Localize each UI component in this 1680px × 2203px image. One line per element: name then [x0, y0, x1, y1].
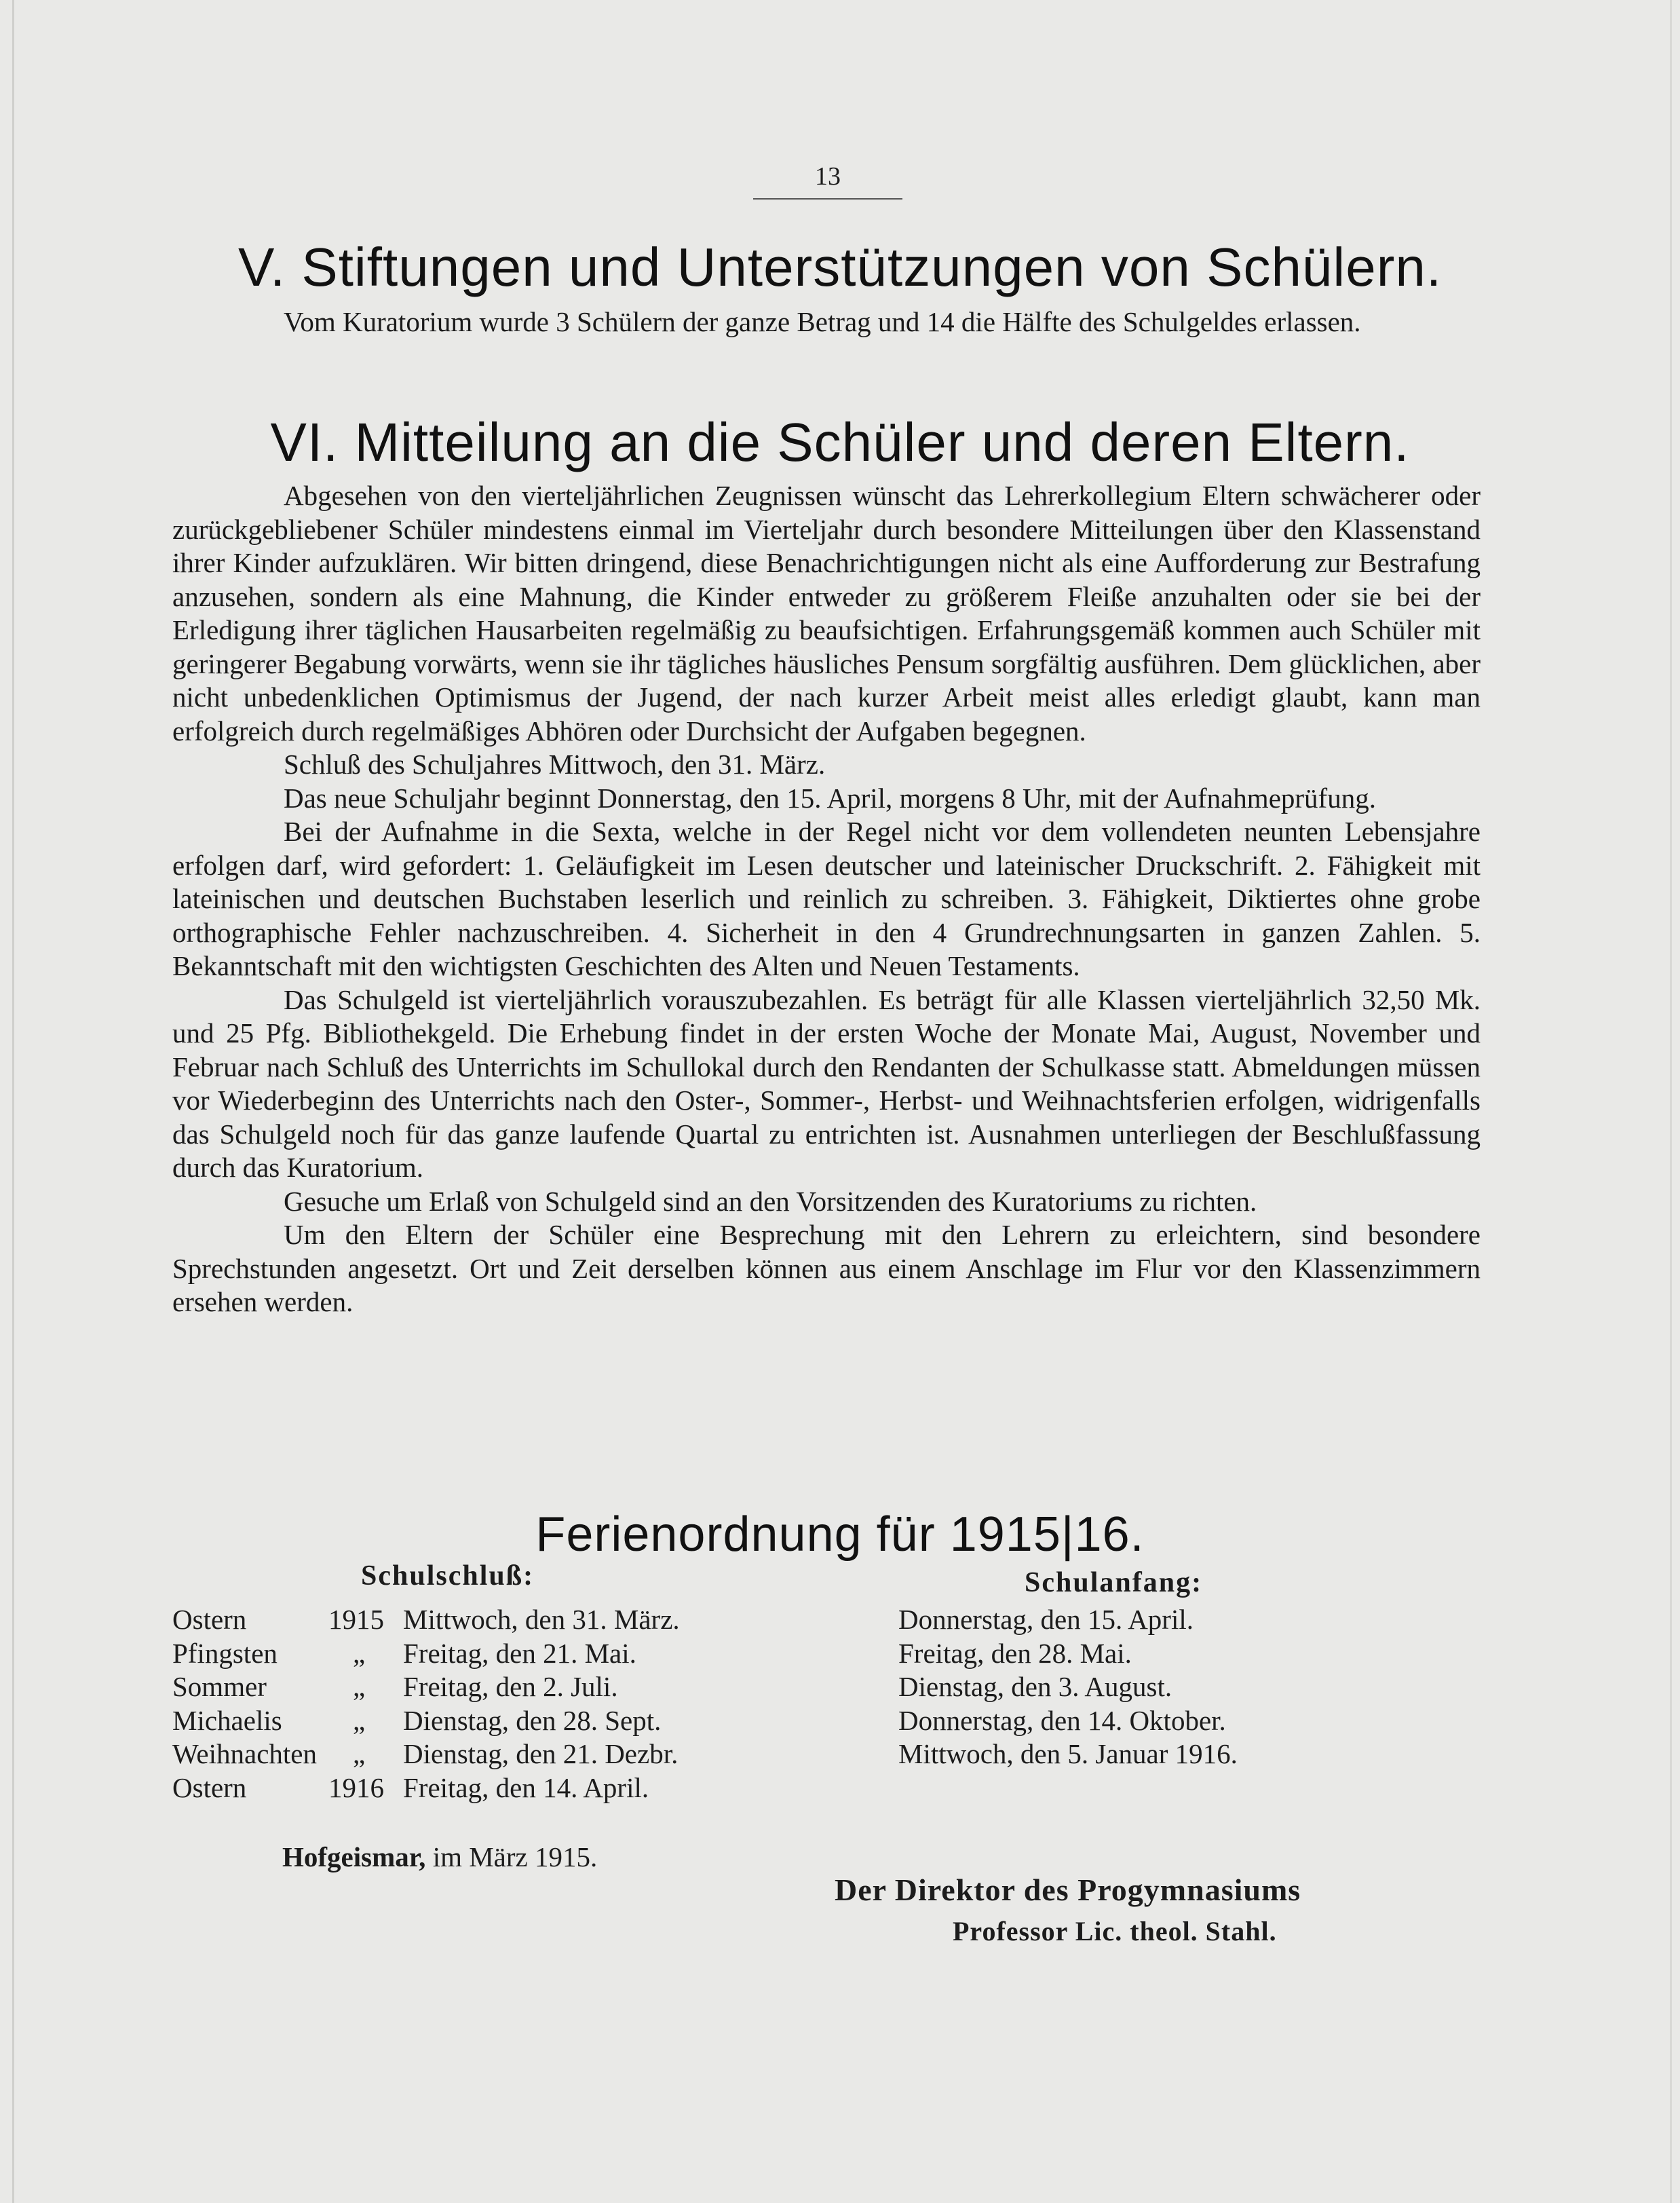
date: im März 1915. — [432, 1841, 598, 1872]
list-item: Freitag, den 28. Mai. — [898, 1637, 1132, 1669]
schulanfang-label: Schulanfang: — [1025, 1567, 1203, 1598]
table-row — [172, 1771, 680, 1805]
year-cell: „ — [353, 1738, 366, 1769]
list-item: Donnerstag, den 14. Oktober. — [898, 1704, 1226, 1736]
signature-name: Professor Lic. theol. Stahl. — [953, 1916, 1277, 1946]
season-cell: Sommer — [172, 1671, 267, 1702]
table-row — [172, 1704, 680, 1738]
paragraph: Das neue Schuljahr beginnt Donnerstag, den 15. April, morgens 8 Uhr, mit der Aufnahmeprüfung. — [284, 782, 1376, 814]
paragraph: Das Schulgeld ist vierteljährlich vorauszubezahlen. Es beträgt für alle Klassen vierteljährlich 32,50 Mk. und 25 Pfg. Bibliothekgeld. Die Erhebung findet in der ersten Woche der Monate Mai, August, November und Februar nach Schluß des Unterrichts im Schullokal durch den Rendanten der Schulkasse statt. Abmeldungen müssen vor Wiederbeginn des Unterrichts nach den Oster-, Sommer-, Herbst- und Weihnachtsferien erfolgen, widrigenfalls das Schulgeld noch für das ganze laufende Quartal zu entrichten ist. Ausnahmen unterliegen der Beschlußfassung durch das Kuratorium. — [172, 983, 1481, 1183]
date-cell: Freitag, den 14. April. — [403, 1771, 649, 1803]
season-cell: Weihnachten — [172, 1738, 317, 1769]
paragraph: Bei der Aufnahme in die Sexta, welche in der Regel nicht vor dem vollendeten neunten Lebensjahre erfolgen darf, wird gefordert: 1. Geläufigkeit im Lesen deutscher und lateinischer Druckschrift. 2. Fähigkeit mit lateinischen und deutschen Buchstaben leserlich und reinlich zu schreiben. 3. Fähigkeit, Diktiertes ohne grobe orthographische Fehler nachzuschreiben. 4. Sicherheit in den 4 Grundrechnungsarten in ganzen Zahlen. 5. Bekanntschaft mit den wichtigsten Geschichten des Alten und Neuen Testaments. — [172, 816, 1481, 981]
date-cell: Dienstag, den 21. Dezbr. — [403, 1738, 679, 1769]
paragraph: Abgesehen von den vierteljährlichen Zeugnissen wünscht das Lehrerkollegium Eltern schwächerer oder zurückgebliebener Schüler mindestens einmal im Vierteljahr durch besondere Mitteilungen über den Klassenstand ihrer Kinder aufzuklären. Wir bitten dringend, diese Benachrichtigungen nicht als eine Aufforderung zur Bestrafung anzusehen, sondern als eine Mahnung, die Kinder entweder zu größerem Fleiße anzuhalten oder sie bei der Erledigung ihrer täglichen Hausarbeiten regelmäßig zu beaufsichtigen. Erfahrungsgemäß kommen auch Schüler mit geringerer Begabung vorwärts, wenn sie ihr tägliches häusliches Pensum sorgfältig ausführen. Dem glücklichen, aber nicht unbedenklichen Optimismus der Jugend, der nach kurzer Arbeit meist alles erledigt glaubt, kann man erfolgreich durch regelmäßiges Abhören oder Durchsicht der Aufgaben begegnen. — [172, 480, 1481, 747]
section-v-heading: V. Stiftungen und Unterstützungen von Schülern. — [237, 237, 1443, 297]
date-cell: Freitag, den 2. Juli. — [403, 1671, 618, 1702]
ferienordnung-heading: Ferienordnung für 1915|16. — [535, 1507, 1145, 1562]
season-cell: Pfingsten — [172, 1637, 278, 1669]
table-row — [172, 1670, 680, 1704]
section-vi-body — [172, 479, 1481, 1319]
schulanfang-list — [898, 1603, 1238, 1771]
year-cell: 1916 — [328, 1771, 384, 1803]
section-v-body — [172, 305, 1481, 339]
page-number: 13 — [753, 162, 902, 200]
season-cell: Ostern — [172, 1604, 247, 1635]
signature-title: Der Direktor des Progymnasiums — [835, 1872, 1301, 1907]
list-item: Dienstag, den 3. August. — [898, 1671, 1172, 1702]
year-cell: „ — [353, 1704, 366, 1736]
list-item: Donnerstag, den 15. April. — [898, 1604, 1194, 1635]
date-cell: Dienstag, den 28. Sept. — [403, 1704, 662, 1736]
section-vi-heading: VI. Mitteilung an die Schüler und deren Eltern. — [270, 412, 1410, 472]
date-cell: Freitag, den 21. Mai. — [403, 1637, 636, 1669]
place-and-date — [282, 1841, 597, 1873]
date-cell: Mittwoch, den 31. März. — [403, 1604, 680, 1635]
paragraph: Schluß des Schuljahres Mittwoch, den 31. März. — [284, 749, 826, 780]
place: Hofgeismar, — [282, 1841, 426, 1872]
paragraph: Vom Kuratorium wurde 3 Schülern der ganze Betrag und 14 die Hälfte des Schulgeldes erlassen. — [284, 306, 1361, 337]
year-cell: 1915 — [328, 1604, 384, 1635]
year-cell: „ — [353, 1637, 366, 1669]
season-cell: Michaelis — [172, 1704, 282, 1736]
schulschluss-table — [172, 1603, 680, 1805]
season-cell: Ostern — [172, 1771, 247, 1803]
paragraph: Gesuche um Erlaß von Schulgeld sind an den Vorsitzenden des Kuratoriums zu richten. — [284, 1185, 1257, 1217]
table-row — [172, 1603, 680, 1637]
schulschluss-label: Schulschluß: — [361, 1560, 535, 1592]
list-item: Mittwoch, den 5. Januar 1916. — [898, 1738, 1238, 1769]
table-row — [172, 1737, 680, 1771]
paragraph: Um den Eltern der Schüler eine Besprechung mit den Lehrern zu erleichtern, sind besondere Sprechstunden angesetzt. Ort und Zeit derselben können aus einem Anschlage im Flur vor den Klassenzimmern ersehen werden. — [172, 1219, 1481, 1317]
year-cell: „ — [353, 1671, 366, 1702]
table-row — [172, 1637, 680, 1671]
